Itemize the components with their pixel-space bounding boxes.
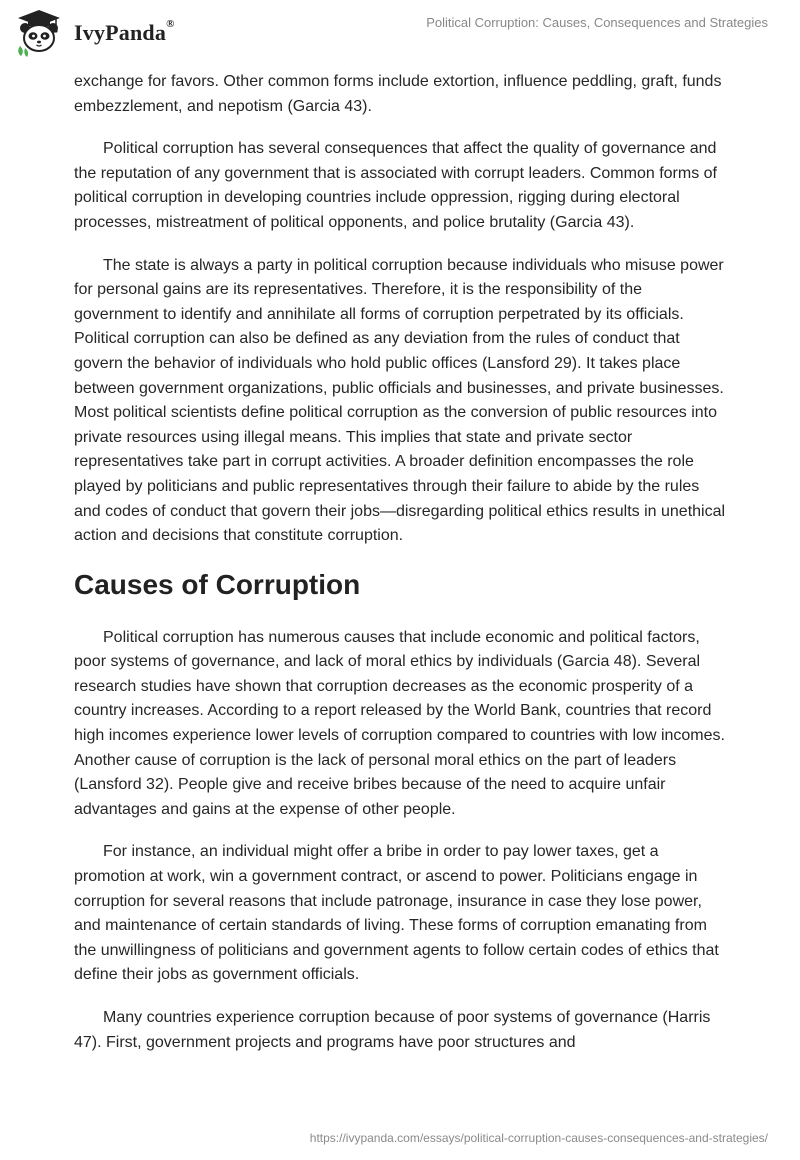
paragraph-1: exchange for favors. Other common forms include extortion, influence peddling, graft, funds embezzlement, and nepotism (Garcia 43).: [74, 73, 722, 115]
paragraph-6: Many countries experience corruption because of poor systems of governance (Harris 47). First, government projects and programs have poor structures and: [74, 1009, 711, 1051]
ivypanda-logo[interactable]: [14, 8, 175, 58]
running-title: Political Corruption: Causes, Consequences and Strategies: [426, 15, 768, 30]
brand-label: IvyPanda: [74, 20, 167, 45]
paragraph-5: For instance, an individual might offer a bribe in order to pay lower taxes, get a promotion at work, win a government contract, or ascend to power. Politicians engage in corruption for several reasons that include patronage, insurance in case they lose power, and maintenance of certain standards of living. These forms of corruption emanating from the unwillingness of politicians and government agents to follow certain codes of ethics that define their jobs as government officials.: [74, 843, 719, 984]
brand-name: [74, 20, 175, 46]
paragraph-2: Political corruption has several consequences that affect the quality of governance and the reputation of any government that is associated with corrupt leaders. Common forms of political corruption in developing countries include oppression, rigging during electoral processes, mistreatment of political opponents, and police brutality (Garcia 43).: [74, 140, 717, 231]
page-header: [0, 0, 800, 70]
section-heading-causes: Causes of Corruption: [74, 568, 361, 600]
paragraph-4: Political corruption has numerous causes that include economic and political factors, poor systems of governance, and lack of moral ethics by individuals (Garcia 48). Several research studies have shown that corruption decreases as the economic prosperity of a country increases. According to a report released by the World Bank, countries that record high incomes experience lower levels of corruption compared to countries with low incomes. Another cause of corruption is the lack of personal moral ethics on the part of leaders (Lansford 32). People give and receive bribes because of the need to acquire unfair advantages and gains at the expense of other people.: [74, 628, 725, 818]
source-url[interactable]: https://ivypanda.com/essays/political-corruption-causes-consequences-and-strategies/: [309, 1131, 768, 1145]
panda-graduate-icon: [14, 8, 64, 58]
essay-body: [74, 70, 729, 1073]
registered-mark: ®: [166, 18, 175, 30]
paragraph-3: The state is always a party in political corruption because individuals who misuse power for personal gains are its representatives. Therefore, it is the responsibility of the government to identify and annihilate all forms of corruption perpetrated by its officials. Political corruption can also be defined as any deviation from the rules of conduct that govern the behavior of individuals who hold public offices (Lansford 29). It takes place between government organizations, public officials and businesses, and private businesses. Most political scientists define political corruption as the conversion of public resources into private resources using illegal means. This implies that state and private sector representatives take part in corrupt activities. A broader definition encompasses the role played by politicians and public representatives through their failure to abide by the rules and codes of conduct that govern their jobs—disregarding political ethics results in unethical action and decisions that constitute corruption.: [74, 256, 726, 545]
